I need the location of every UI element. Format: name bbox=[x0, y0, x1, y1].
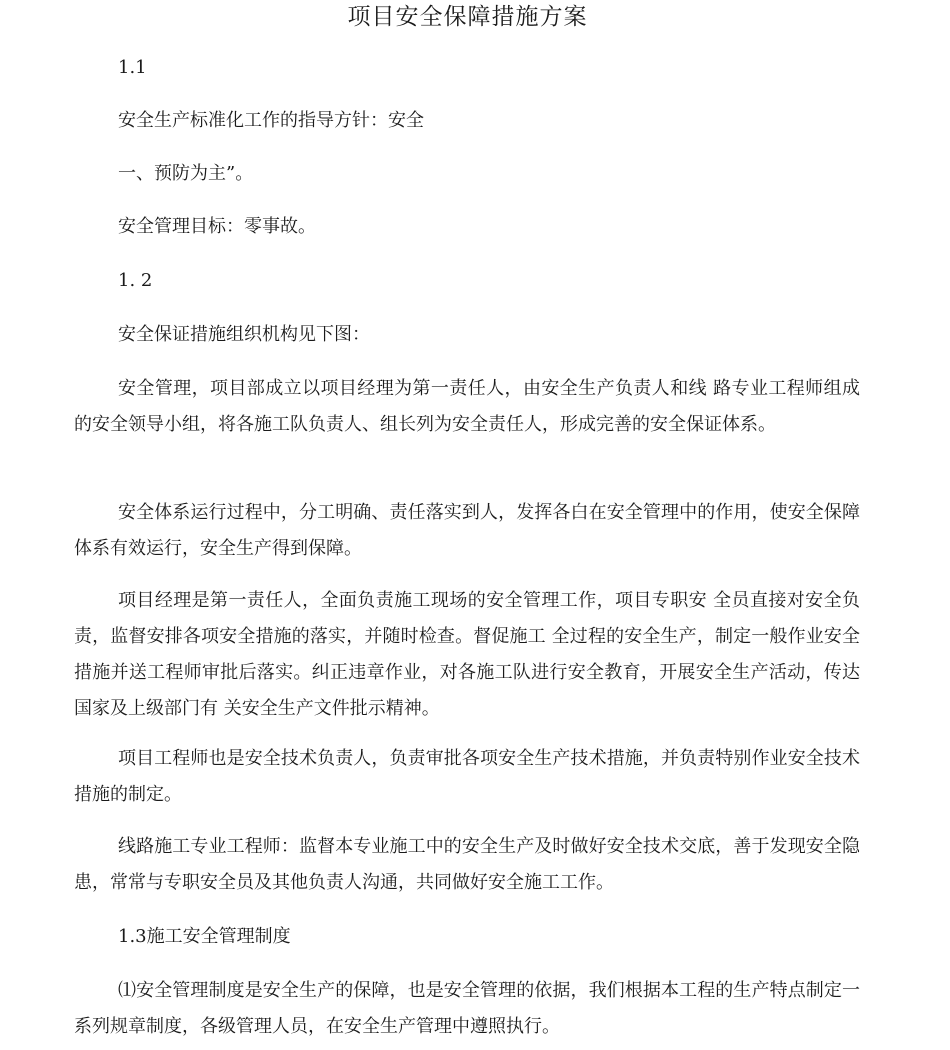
paragraph-safety-management: 安全管理，项目部成立以项目经理为第一责任人，由安全生产负责人和线 路专业工程师组成的安全领导小组，将各施工队负责人、组长列为安全责任人，形成完善的安全保证体系。 bbox=[74, 378, 860, 435]
section-heading-1-3: 1.3施工安全管理制度 bbox=[118, 926, 291, 947]
section-number-1-2: 1. 2 bbox=[118, 270, 153, 291]
paragraph-line-engineer: 线路施工专业工程师：监督本专业施工中的安全生产及时做好安全技术交底，善于发现安全隐患，常常与专职安全员及其他负责人沟通，共同做好安全施工工作。 bbox=[74, 836, 860, 893]
paragraph-project-engineer: 项目工程师也是安全技术负责人，负责审批各项安全生产技术措施，并负责特别作业安全技术措施的制定。 bbox=[74, 748, 860, 805]
paragraph-organization: 安全保证措施组织机构见下图： bbox=[118, 324, 370, 345]
paragraph-prevention: 一、预防为主”。 bbox=[118, 163, 254, 184]
paragraph-guideline: 安全生产标准化工作的指导方针：安全 bbox=[118, 110, 424, 131]
section-number-1-1: 1.1 bbox=[118, 57, 147, 78]
paragraph-management-system: ⑴安全管理制度是安全生产的保障，也是安全管理的依据，我们根据本工程的生产特点制定一系列规章制度，各级管理人员，在安全生产管理中遵照执行。 bbox=[74, 980, 860, 1037]
paragraph-project-manager: 项目经理是第一责任人，全面负责施工现场的安全管理工作，项目专职安 全员直接对安全负责，监督安排各项安全措施的落实，并随时检查。督促施工 全过程的安全生产，制定一般作业安全措施并送工程师审批后落实。纠正违章作业，对各施工队进行安全教育，开展安全生产活动，传达国家及上级部门有 关安全生产文件批示精神。 bbox=[74, 590, 860, 719]
paragraph-safety-system: 安全体系运行过程中，分工明确、责任落实到人，发挥各白在安全管理中的作用，使安全保障体系有效运行，安全生产得到保障。 bbox=[74, 502, 860, 559]
document-title: 项目安全保障措施方案 bbox=[347, 4, 588, 30]
paragraph-safety-goal: 安全管理目标：零事故。 bbox=[118, 216, 316, 237]
